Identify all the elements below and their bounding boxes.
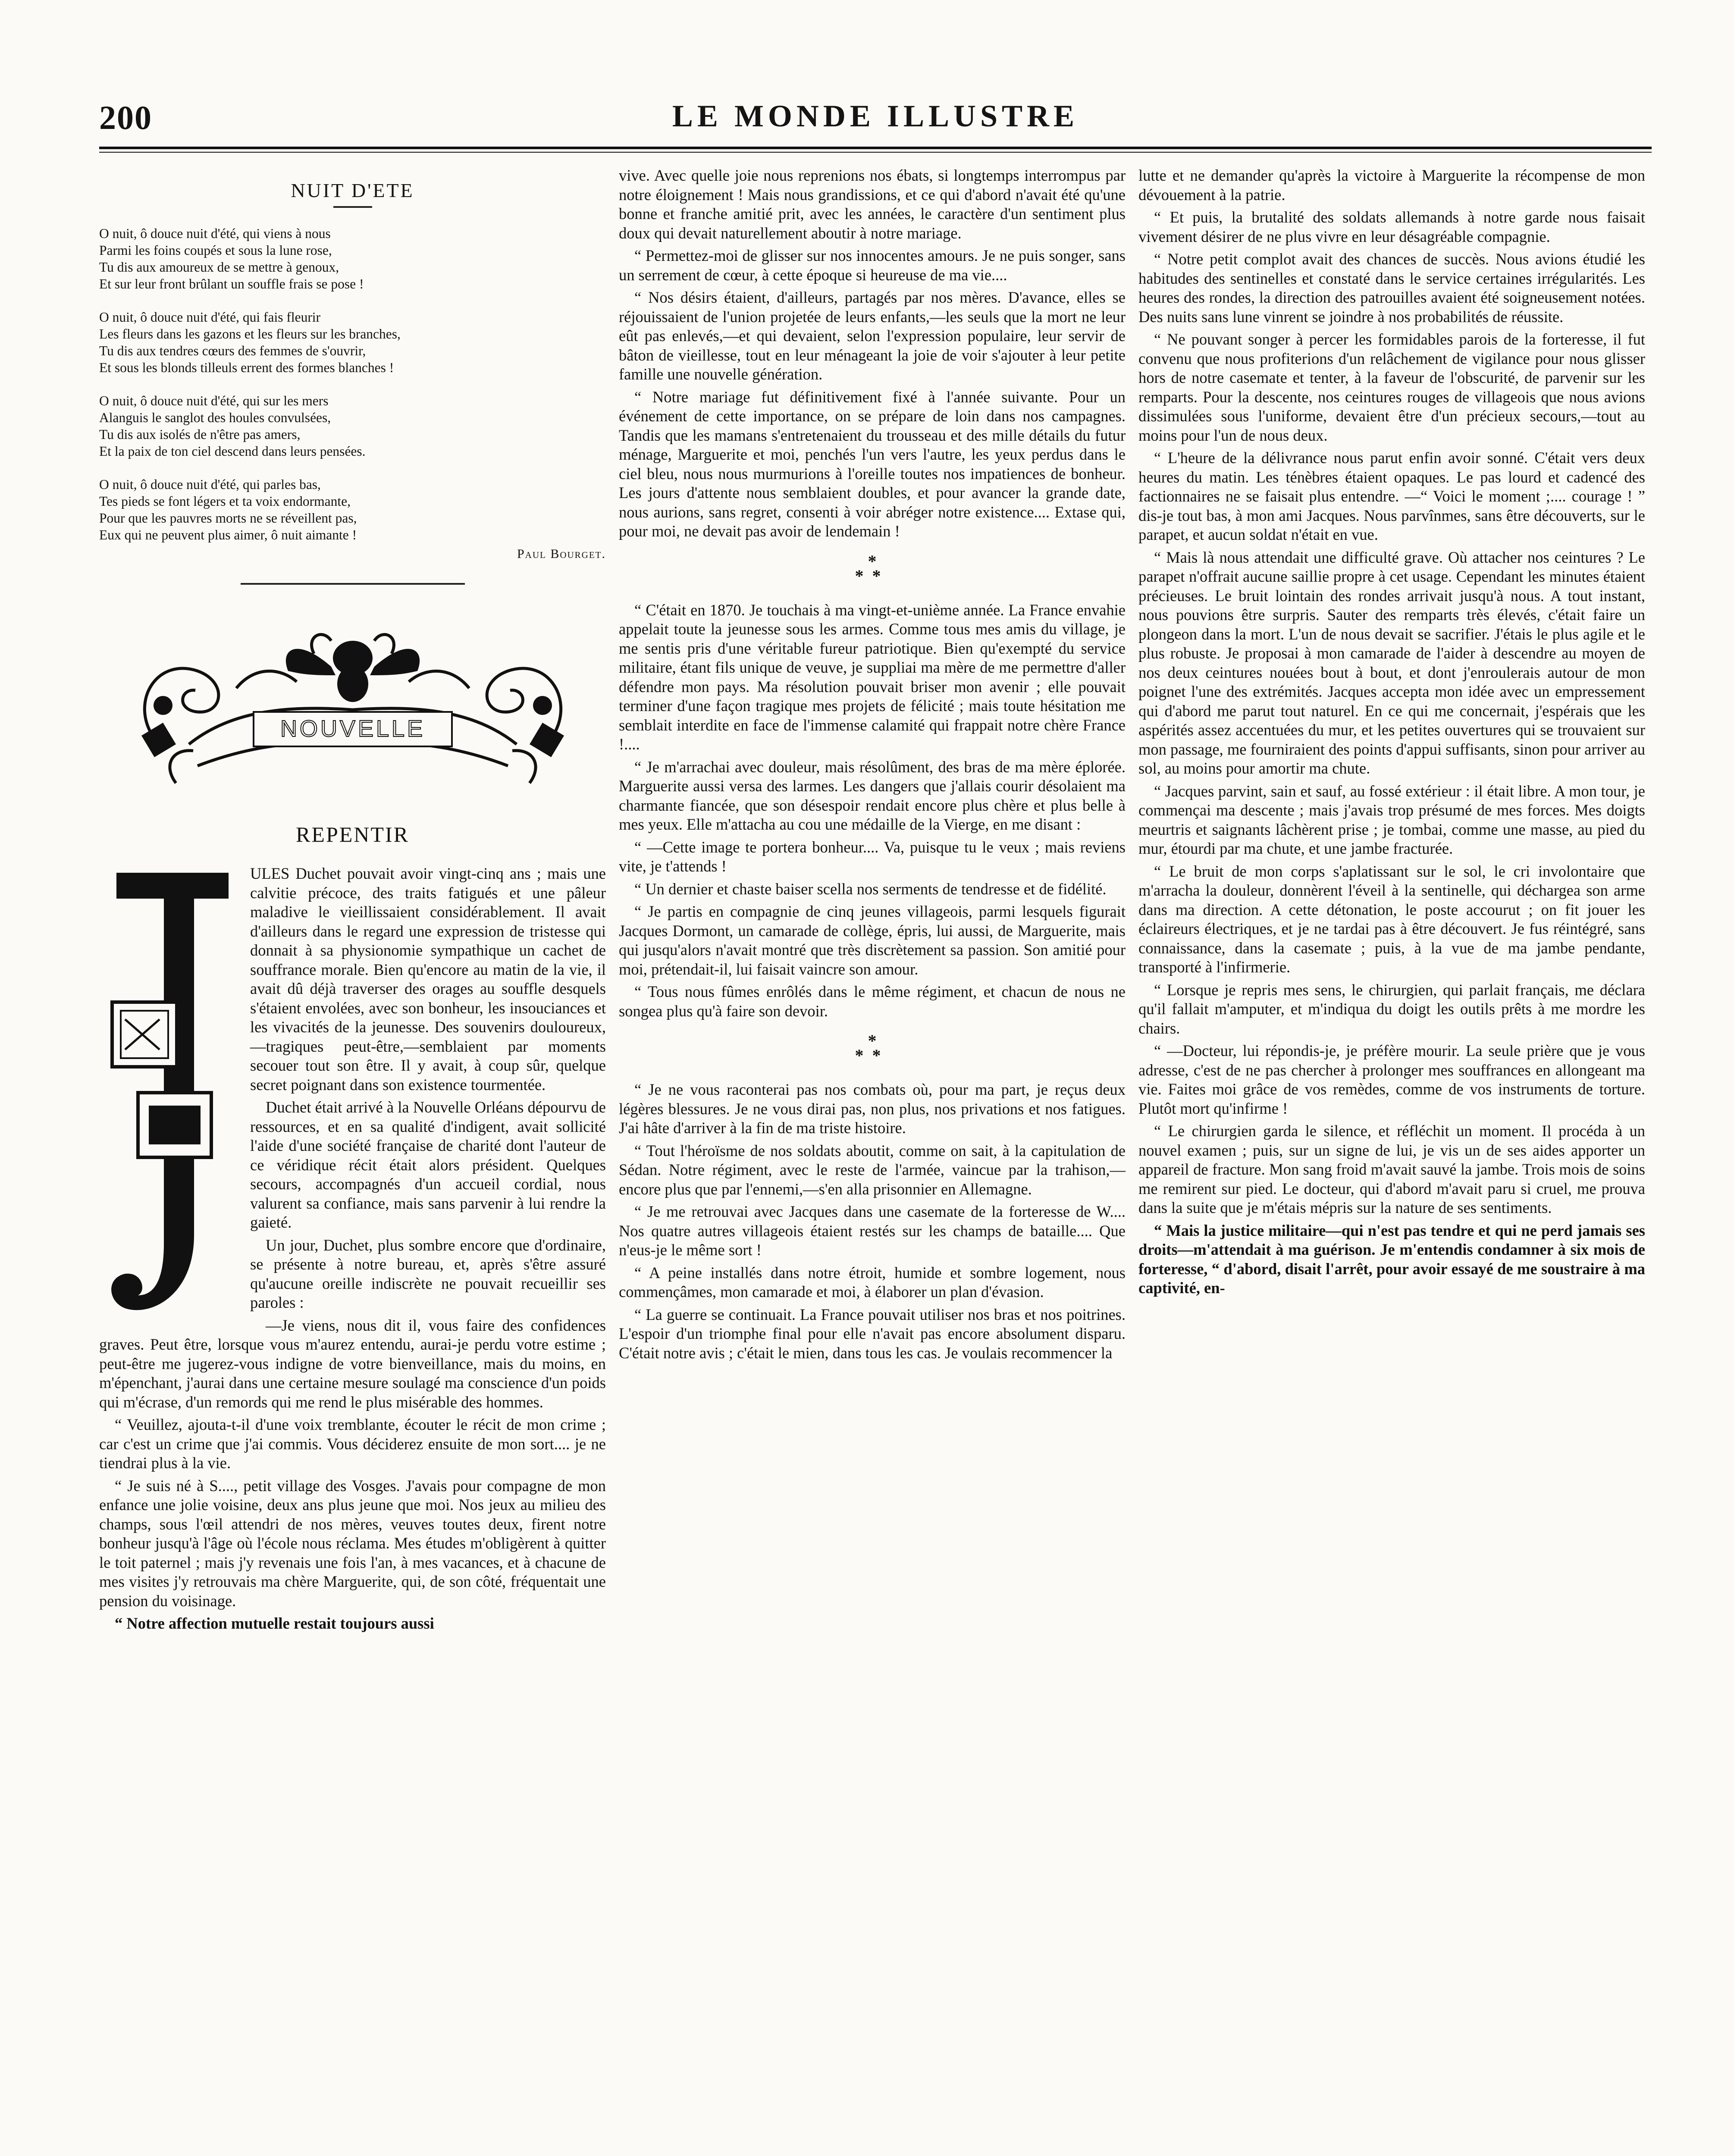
poem-line: O nuit, ô douce nuit d'été, qui sur les mers	[99, 393, 329, 408]
story-paragraph: lutte et ne demander qu'après la victoire à Marguerite la récompense de mon dévouement à la patrie.	[1138, 166, 1645, 204]
poem-line: Les fleurs dans les gazons et les fleurs sur les branches,	[99, 326, 401, 342]
story-title: REPENTIR	[296, 822, 409, 846]
section-break-asterism: * **	[855, 551, 890, 586]
story-paragraph: ULES Duchet pouvait avoir vingt-cinq ans ; mais une calvitie précoce, des traits fatigués et une pâleur maladive le vieillissaient considérablement. Il avait d'ailleurs dans le regard une expression de tristesse qui donnait à sa physionomie sympathique un cachet de souffrance morale. Bien qu'encore au matin de la vie, il avait dû déjà traverser des orages au souffle desquels s'étaient envolées, avec son bonheur, les insouciances et les vivacités de la jeunesse. Des souvenirs douloureux,—tragiques peut-être,—semblaient par moments secouer tout son être. Il y avait, à coup sûr, quelque secret poignant dans son existence tourmentée.	[250, 865, 606, 1094]
story-paragraph: “ Je suis né à S...., petit village des Vosges. J'avais pour compagne de mon enfance une jolie voisine, deux ans plus jeune que moi. Nos jeux au milieu des champs, sous l'œil attendri de nos mères, veuves toutes deux, firent notre bonheur jusqu'à l'âge où l'école nous réclama. Mes études m'obligèrent à quitter le toit paternel ; mais j'y revenais une fois l'an, à mes vacances, et à chacune de mes visites j'y retrouvais ma chère Marguerite, qui, de son côté, fréquentait une pension du voisinage.	[99, 1476, 606, 1610]
story-paragraph: “ L'heure de la délivrance nous parut enfin avoir sonné. C'était vers deux heures du matin. Les ténèbres étaient opaques. Le pas lourd et cadencé des factionnaires ne se faisait plus entendre. —“ Voici le moment ;.... courage ! ” dis-je tout bas, à mon ami Jacques. Nous parvînmes, sans être découverts, sur le parapet, et aucun soldat n'était en vue.	[1138, 449, 1645, 543]
story-paragraph: “ Je me retrouvai avec Jacques dans une casemate de la forteresse de W.... Nos quatre autres villageois étaient restés sur les champs de bataille.... Que n'eus-je le même sort !	[619, 1203, 1126, 1259]
story-paragraph: “ Lorsque je repris mes sens, le chirurgien, qui parlait français, me déclara qu'il fallait m'amputer, et m'indiqua du doigt les outils prêts à me mordre les chairs.	[1138, 981, 1645, 1037]
dropcap-j-illustration	[99, 864, 241, 1321]
poem-line: O nuit, ô douce nuit d'été, qui parles bas,	[99, 477, 321, 492]
story-paragraph: Duchet était arrivé à la Nouvelle Orléans dépourvu de ressources, et en sa qualité d'indigent, avait sollicité l'aide d'une société française de charité dont l'auteur de ce véridique récit était alors président. Quelques secours, accompagnés d'un accueil cordial, nous valurent sa confiance, mais sans parvenir à lui rendre la gaieté.	[250, 1098, 606, 1231]
story-paragraph: “ Tout l'héroïsme de nos soldats aboutit, comme on sait, à la capitulation de Sédan. Notre régiment, avec le reste de l'armée, vaincue par la trahison,—encore plus que par l'ennemi,—s'en alla prisonnier en Allemagne.	[619, 1141, 1126, 1198]
running-title: LE MONDE ILLUSTRE	[672, 99, 1079, 133]
story-paragraph: —Je viens, nous dit il, vous faire des confidences graves. Peut être, lorsque vous m'aurez entendu, aurai-je perdu votre estime ; peut-être me jugerez-vous indigne de votre bienveillance, mais du moins, en m'épenchant, j'aurai dans une certaine mesure soulagé ma conscience d'un poids qui m'écrase, d'un remords qui me rend le plus misérable des hommes.	[99, 1316, 606, 1411]
page-number: 200	[99, 99, 152, 136]
story-paragraph: “ Et puis, la brutalité des soldats allemands à notre garde nous faisait vivement désirer de ne plus vivre en leur désagréable compagnie.	[1138, 208, 1645, 245]
story-paragraph: “ La guerre se continuait. La France pouvait utiliser nos bras et nos poitrines. L'espoir d'un triomphe final pour elle n'avait pas encore absolument disparu. C'était notre avis ; c'était le mien, dans tous les cas. Je voulais recommencer la	[619, 1305, 1126, 1362]
story-paragraph: “ Mais la justice militaire—qui n'est pas tendre et qui ne perd jamais ses droits—m'attendait à ma guérison. Je m'entendis condamner à six mois de forteresse, “ d'abord, disait l'arrêt, pour avoir essayé de me soustraire à ma captivité, en-	[1138, 1221, 1645, 1297]
story-paragraph: “ Le bruit de mon corps s'aplatissant sur le sol, le cri involontaire que m'arracha la douleur, donnèrent l'éveil à la sentinelle, qui déchargea son arme dans ma direction. A cette détonation, le poste accourut ; on fit jouer les éclaireurs électriques, et je ne tardai pas à être découvert. Je fus réintégré, sans connaissance, dans la casemate ; puis, à la vue de ma jambe pendante, transporté à l'infirmerie.	[1138, 862, 1645, 976]
poem-line: O nuit, ô douce nuit d'été, qui viens à nous	[99, 226, 331, 241]
story-paragraph: “ Nos désirs étaient, d'ailleurs, partagés par nos mères. D'avance, elles se réjouissaient de l'union projetée de leurs enfants,—les seuls que la mort ne leur eût pas enlevés,—et qui devaient, selon l'expression populaire, leur servir de bâton de vieillesse, tout en leur ménageant la joie de voir s'ajouter à leur petite famille une nouvelle génération.	[619, 288, 1126, 383]
story-paragraph: “ Notre petit complot avait des chances de succès. Nous avions étudié les habitudes des sentinelles et constaté dans le service certaines irrégularités. Les heures des rondes, la direction des patrouilles avaient été soigneusement notées. Des nuits sans lune vinrent se joindre à nos probabilités de réussite.	[1138, 250, 1645, 326]
section-break-asterism: * **	[855, 1031, 890, 1065]
poem-stanza	[99, 309, 606, 376]
poem-line: Et sur leur front brûlant un souffle frais se pose !	[99, 276, 364, 291]
poem-author: Paul Bourget.	[517, 547, 606, 561]
story-paragraph: “ Je partis en compagnie de cinq jeunes villageois, parmi lesquels figurait Jacques Dormont, un camarade de collège, épris, lui aussi, de Marguerite, mais qui jusqu'alors n'avait montré que très discrètement sa passion. Son amitié pour moi, prétendait-il, lui faisait vaincre son amour.	[619, 903, 1126, 978]
poem-title-rule	[333, 206, 372, 208]
story-paragraph: “ Jacques parvint, sain et sauf, au fossé extérieur : il était libre. A mon tour, je commençai ma descente ; mais j'avais trop présumé de mes forces. Mes doigts meurtris et saignants lâchèrent prise ; je tombai, comme une masse, au pied du mur, étourdi par ma chute, et une jambe fracturée.	[1138, 782, 1645, 857]
story-paragraph: “ Tous nous fûmes enrôlés dans le même régiment, et chacun de nous ne songea plus qu'à faire son devoir.	[619, 983, 1126, 1020]
story-paragraph: “ Un dernier et chaste baiser scella nos serments de tendresse et de fidélité.	[634, 880, 1107, 898]
story-paragraph: “ Notre affection mutuelle restait toujours aussi	[115, 1614, 434, 1632]
story-opening	[99, 864, 606, 1094]
section-label: NOUVELLE	[280, 716, 425, 742]
story-paragraph: Un jour, Duchet, plus sombre encore que d'ordinaire, se présente à notre bureau, et, après s'être assuré qu'aucune oreille indiscrète ne pouvait recueillir ses paroles :	[250, 1236, 606, 1311]
poem-line: Parmi les foins coupés et sous la lune rose,	[99, 243, 332, 258]
poem-line: Tu dis aux isolés de n'être pas amers,	[99, 427, 301, 442]
poem-line: Tu dis aux amoureux de se mettre à genoux,	[99, 260, 339, 275]
story-paragraph: “ Notre mariage fut définitivement fixé à l'année suivante. Pour un événement de cette importance, on se prépare de loin dans nos campagnes. Tandis que les mamans s'entretenaient du trousseau et des mille détails du futur ménage, Marguerite et moi, penchés l'un vers l'autre, les yeux perdus dans le ciel bleu, nous nous murmurions à l'oreille toutes nos impatiences de bonheur. Les jours d'attente nous semblaient doubles, et pour avancer la grande date, nous aurions, sans regret, consenti à voir abréger notre existence.... Extase qui, pour moi, ne devait pas avoir de lendemain !	[619, 388, 1126, 540]
poem-line: Tu dis aux tendres cœurs des femmes de s'ouvrir,	[99, 343, 366, 358]
poem-stanza	[99, 225, 606, 292]
poem-line: Alanguis le sanglot des houles convulsées,	[99, 410, 331, 425]
story-paragraph: “ A peine installés dans notre étroit, humide et sombre logement, nous commençâmes, mon camarade et moi, à élaborer un plan d'évasion.	[619, 1263, 1126, 1300]
story-paragraph: “ Ne pouvant songer à percer les formidables parois de la forteresse, il fut convenu que nous profiterions d'un relâchement de vigilance pour nous glisser hors de notre casemate et tenter, à la faveur de l'obscurité, de parvenir sur les remparts. Pour la descente, nos ceintures rouges de villageois que nous avions dissimulées sous l'uniforme, devaient être d'un précieux secours,—tout au moins pour l'un de nous deux.	[1138, 330, 1645, 444]
poem-title: NUIT D'ETE	[291, 179, 414, 201]
poem-line: Tes pieds se font légers et ta voix endormante,	[99, 494, 351, 509]
story-paragraph: “ Mais là nous attendait une difficulté grave. Où attacher nos ceintures ? Le parapet n'offrait aucune saillie propre à cet usage. Cependant les minutes étaient précieuses. Le bruit lointain des rondes arrivait jusqu'à nous. A tout instant, nous pouvions être surpris. Sauter des remparts très élevés, c'était faire un plongeon dans la mort. L'un de nous devait se sacrifier. J'étais le plus agile et le plus robuste. Je proposai à mon camarade de l'aider à descendre au moyen de nos deux ceintures nouées bout à bout, et dont j'enroulerais autour de mon poignet l'une des extrémités. Jacques accepta mon idée avec un empressement qui d'abord me parut tout naturel. En ce qui me concernait, j'espérais que les aspérités assez accentuées du mur, et les petites ouvertures qui se trouvaient sur mon passage, me fourniraient des points d'appui suffisants, sinon pour arriver au sol, au moins pour amortir ma chute.	[1138, 548, 1645, 777]
column-1	[99, 166, 606, 1637]
poem-line: Pour que les pauvres morts ne se réveillent pas,	[99, 511, 357, 526]
masthead	[99, 98, 1652, 154]
story-paragraph: “ Veuillez, ajouta-t-il d'une voix tremblante, écouter le récit de mon crime ; car c'est un crime que j'ai commis. Vous déciderez ensuite de mon sort.... je ne tiendrai plus à la vie.	[99, 1416, 606, 1472]
section-rule	[241, 583, 465, 585]
column-3	[1138, 166, 1645, 1301]
poem-line: Et la paix de ton ciel descend dans leurs pensées.	[99, 444, 366, 459]
story-paragraph: “ Le chirurgien garda le silence, et réfléchit un moment. Il procéda à un nouvel examen ; puis, sur un signe de lui, je vis un de ses aides apporter un appareil de fracture. Mon sang froid m'avait sauvé la jambe. Trois mois de soins me remirent sur pied. Le docteur, qui d'abord m'avait paru si cruel, me prouva dans la suite que je m'étais mépris sur la nature de ses sentiments.	[1138, 1122, 1645, 1216]
story-paragraph: “ —Docteur, lui répondis-je, je préfère mourir. La seule prière que je vous adresse, c'est de ne pas chercher à prolonger mes souffrances en allongeant ma vie. Faites moi grâce de vos remèdes, comme de vos instruments de torture. Plutôt mort qu'infirme !	[1138, 1042, 1645, 1117]
poem-line: O nuit, ô douce nuit d'été, qui fais fleurir	[99, 310, 321, 325]
header-rule	[99, 147, 1652, 153]
story-paragraph: “ C'était en 1870. Je touchais à ma vingt-et-unième année. La France envahie appelait toute la jeunesse sous les armes. Comme tous mes amis du village, je me sentis pris d'une véritable fureur patriotique. Bien qu'exempté du service militaire, étant fils unique de veuve, je suppliai ma mère de me permettre d'aller défendre mon pays. Ma résolution pouvait briser mon avenir ; elle pouvait terminer d'une façon tragique mes projets de félicité ; mais toute hésitation me semblait interdite en face de l'immense calamité qui frappait notre chère France !....	[619, 601, 1126, 753]
story-paragraph: “ —Cette image te portera bonheur.... Va, puisque tu le veux ; mais reviens vite, je t'attends !	[619, 838, 1126, 875]
story-paragraph: “ Je m'arrachai avec douleur, mais résolûment, des bras de ma mère éplorée. Marguerite aussi versa des larmes. Les dangers que j'allais courir désolaient ma charmante fiancée, que son désespoir rendait encore plus chère et plus belle à mes yeux. Elle m'attacha au cou une médaille de la Vierge, en me disant :	[619, 758, 1126, 833]
poem-stanza	[99, 392, 606, 460]
column-2	[619, 166, 1126, 1366]
nouvelle-ornament	[124, 602, 581, 805]
poem-line: Et sous les blonds tilleuls errent des formes blanches !	[99, 360, 394, 375]
story-paragraph: vive. Avec quelle joie nous reprenions nos ébats, si longtemps interrompus par notre éloignement ! Mais nous grandissions, et ce qui d'abord n'avait été qu'une bonne et franche amitié prit, avec les années, le caractère d'un sentiment plus doux qui devait naturellement aboutir à notre mariage.	[619, 166, 1126, 242]
story-paragraph: “ Je ne vous raconterai pas nos combats où, pour ma part, je reçus deux légères blessures. Je ne vous dirai pas, non plus, nos privations et nos fatigues. J'ai hâte d'arriver à la fin de ma triste histoire.	[619, 1081, 1126, 1137]
poem-line: Eux qui ne peuvent plus aimer, ô nuit aimante !	[99, 527, 357, 542]
poem-stanza	[99, 476, 606, 543]
story-paragraph: “ Permettez-moi de glisser sur nos innocentes amours. Je ne puis songer, sans un serrement de cœur, à cette époque si heureuse de ma vie....	[619, 247, 1126, 284]
